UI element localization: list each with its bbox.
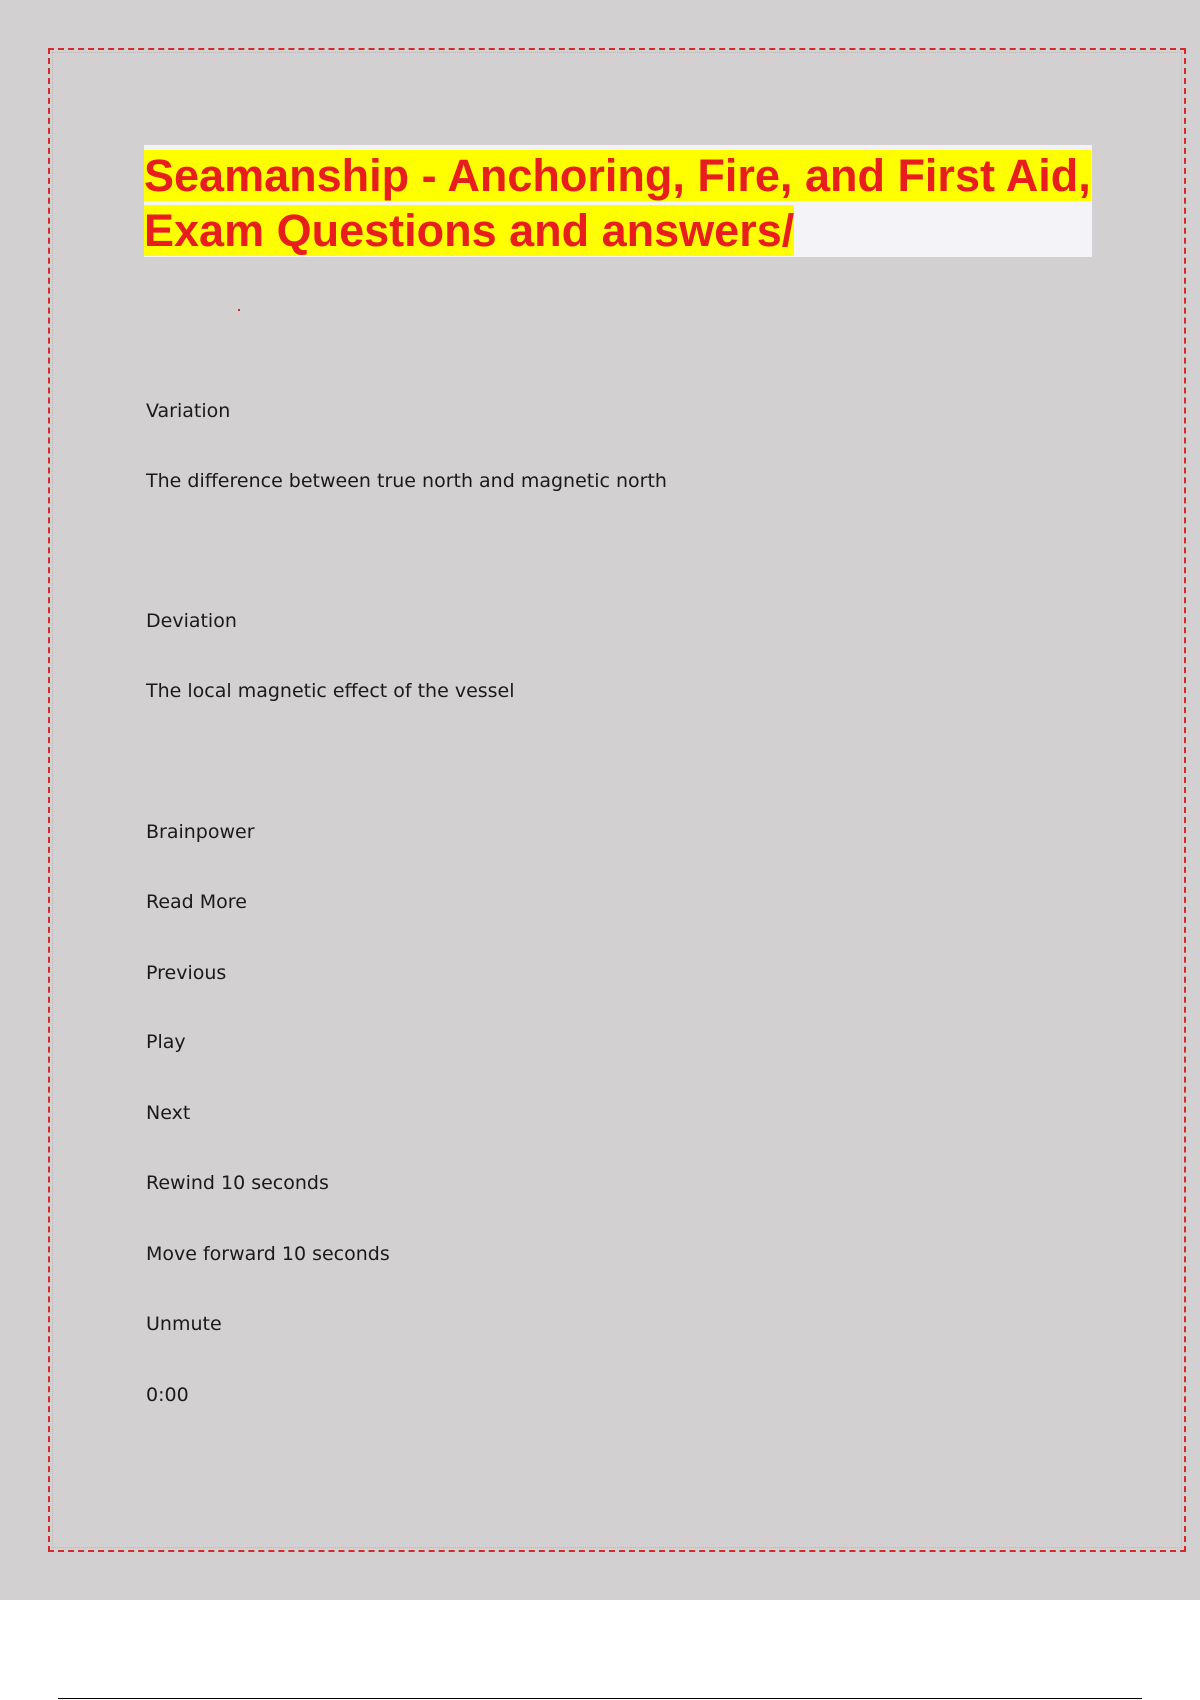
document-title-text: Seamanship - Anchoring, Fire, and First Aid, Exam Questions and answers/: [144, 150, 1091, 256]
unmute-button[interactable]: Unmute: [146, 1313, 222, 1335]
time-readout: 0:00: [146, 1384, 189, 1406]
next-button[interactable]: Next: [146, 1102, 191, 1124]
play-button[interactable]: Play: [146, 1031, 186, 1053]
definition-deviation: The local magnetic effect of the vessel: [146, 680, 515, 702]
forward-button[interactable]: Move forward 10 seconds: [146, 1243, 390, 1265]
term-deviation: Deviation: [146, 610, 237, 632]
read-more-link[interactable]: Read More: [146, 891, 247, 913]
rewind-button[interactable]: Rewind 10 seconds: [146, 1172, 329, 1194]
previous-button[interactable]: Previous: [146, 962, 227, 984]
definition-variation: The difference between true north and magnetic north: [146, 470, 667, 492]
next-page-rule: [58, 1698, 1142, 1699]
brainpower-label: Brainpower: [146, 821, 255, 843]
stray-mark: [238, 309, 240, 311]
document-title: [144, 148, 1094, 258]
term-variation: Variation: [146, 400, 231, 422]
